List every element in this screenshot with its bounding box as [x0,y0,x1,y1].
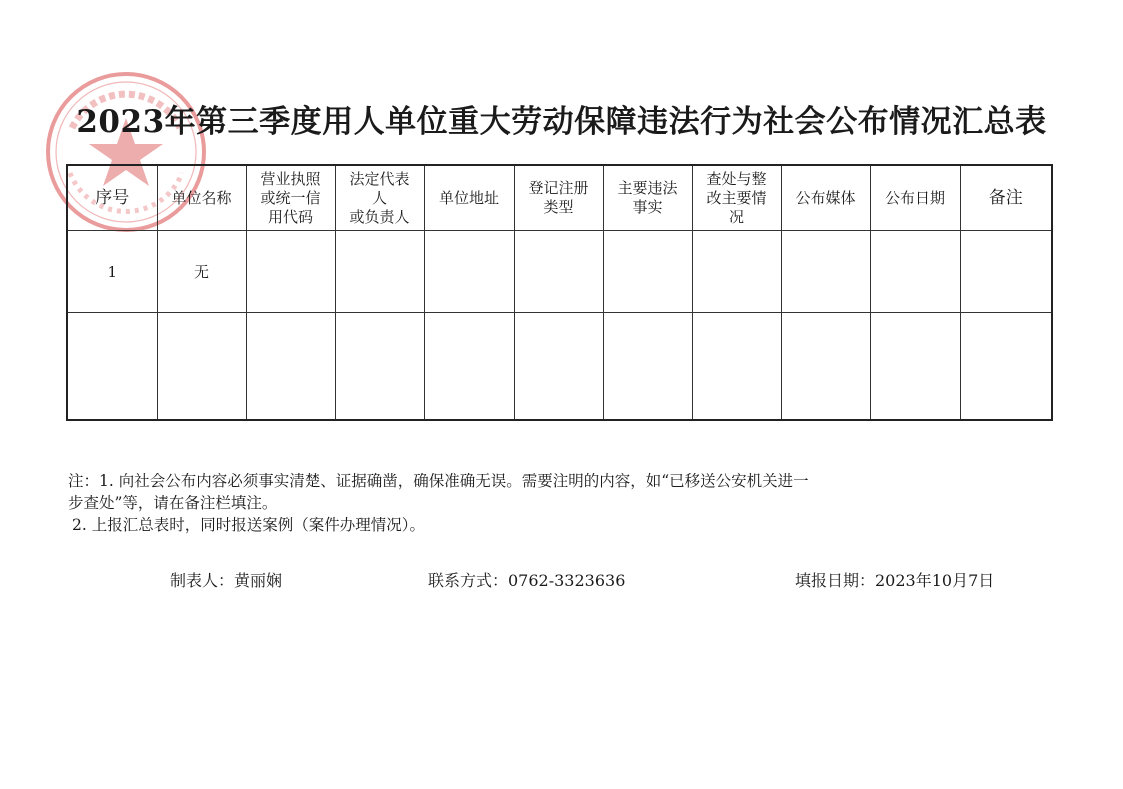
page-title: 2023年第三季度用人单位重大劳动保障违法行为社会公布情况汇总表 [76,104,1047,140]
table-cell [603,313,692,421]
table-cell [870,313,960,421]
table-cell [157,313,246,421]
table-row [67,313,1052,421]
header-cell: 公布日期 [870,165,960,231]
table-cell [781,231,870,313]
header-cell: 法定代表 人 或负责人 [335,165,424,231]
note-line-1: 注：1. 向社会公布内容必须事实清楚、证据确凿，确保准确无误。需要注明的内容，如“已移送公安机关进一 [68,472,809,490]
notes-section [68,470,1058,536]
header-cell: 查处与整 改主要情 况 [692,165,781,231]
table-cell [692,313,781,421]
table-cell [246,231,335,313]
note-line-2: 步查处”等，请在备注栏填注。 [68,494,278,512]
preparer-label: 制表人：黄丽娴 [170,571,283,590]
table-row [67,231,1052,313]
table-cell [603,231,692,313]
table-cell [514,231,603,313]
contact-label: 联系方式：0762-3323636 [428,571,626,590]
header-cell: 营业执照 或统一信 用代码 [246,165,335,231]
table-cell [514,313,603,421]
table-cell [870,231,960,313]
header-cell: 登记注册 类型 [514,165,603,231]
header-cell: 单位地址 [424,165,514,231]
table-header-row [67,165,1052,231]
table-cell [960,313,1052,421]
note-line-3: 2. 上报汇总表时，同时报送案例（案件办理情况）。 [72,516,425,534]
table-cell: 1 [67,231,157,313]
table-cell [960,231,1052,313]
header-cell: 单位名称 [157,165,246,231]
table-cell: 无 [157,231,246,313]
summary-table [66,164,1053,421]
header-cell: 主要违法 事实 [603,165,692,231]
table-cell [424,231,514,313]
fill-date-label: 填报日期：2023年10月7日 [795,571,995,590]
table-cell [335,313,424,421]
table-cell [692,231,781,313]
table-cell [335,231,424,313]
header-cell: 序号 [67,165,157,231]
header-cell: 备注 [960,165,1052,231]
table-cell [781,313,870,421]
table-cell [246,313,335,421]
table-cell [67,313,157,421]
table-cell [424,313,514,421]
header-cell: 公布媒体 [781,165,870,231]
